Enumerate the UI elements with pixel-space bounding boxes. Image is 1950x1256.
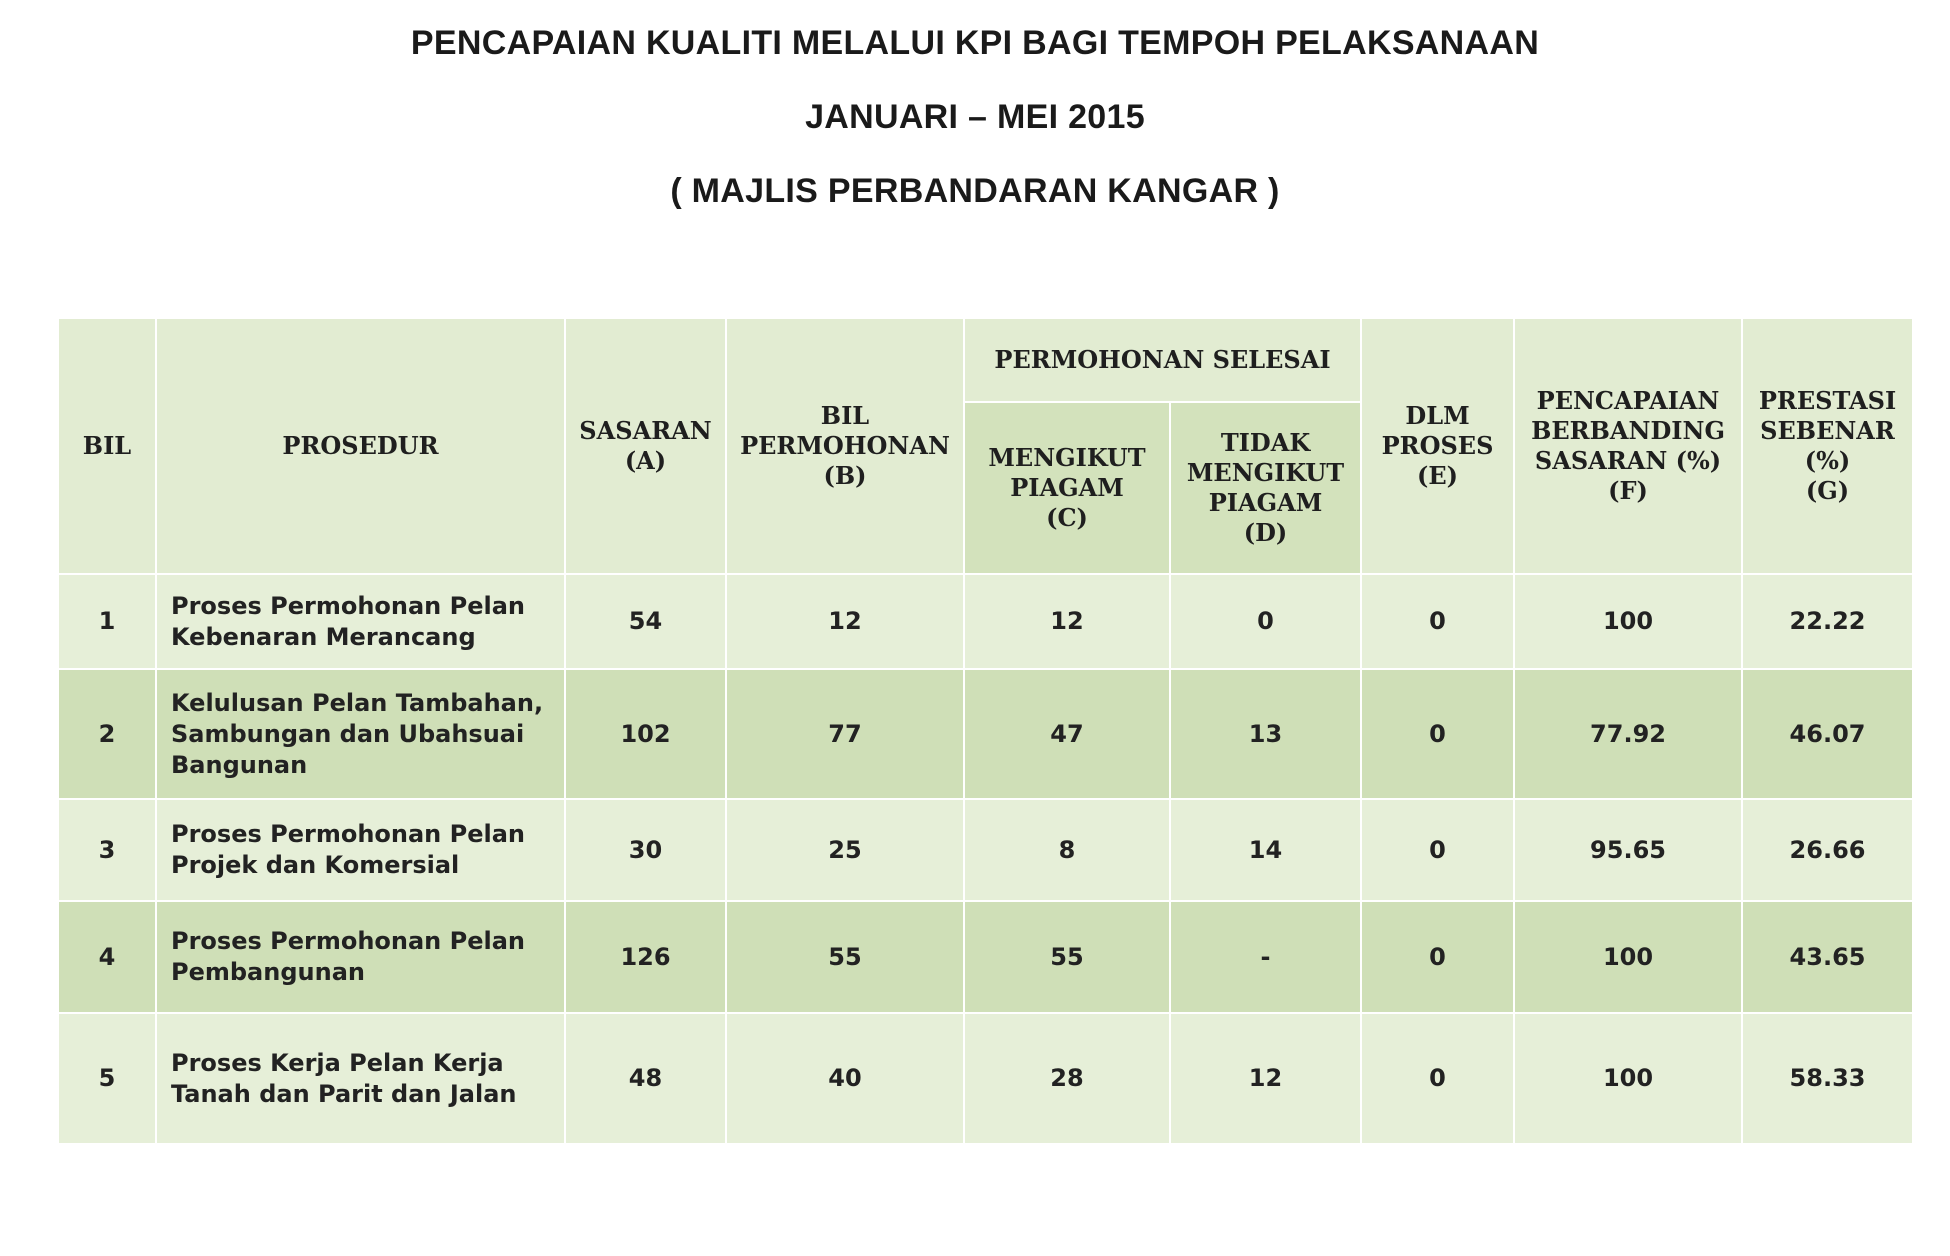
cell-sasaran: 126 — [565, 901, 726, 1013]
cell-prosedur: Kelulusan Pelan Tambahan, Sambungan dan Ubahsuai Bangunan — [156, 669, 565, 799]
document-titles — [0, 20, 1950, 242]
cell-bil: 3 — [58, 799, 156, 901]
cell-tidak-mengikut-piagam: 0 — [1170, 574, 1361, 669]
cell-prosedur: Proses Permohonan Pelan Pembangunan — [156, 901, 565, 1013]
cell-pencapaian: 100 — [1514, 1013, 1742, 1144]
cell-prosedur: Proses Permohonan Pelan Kebenaran Merancang — [156, 574, 565, 669]
cell-prosedur: Proses Kerja Pelan Kerja Tanah dan Parit dan Jalan — [156, 1013, 565, 1144]
table-row — [58, 799, 1913, 901]
cell-bil-permohonan: 12 — [726, 574, 964, 669]
cell-dlm-proses: 0 — [1361, 799, 1514, 901]
cell-tidak-mengikut-piagam: - — [1170, 901, 1361, 1013]
header-tidak-mengikut-piagam: TIDAK MENGIKUT PIAGAM (D) — [1170, 402, 1361, 574]
cell-tidak-mengikut-piagam: 13 — [1170, 669, 1361, 799]
cell-tidak-mengikut-piagam: 12 — [1170, 1013, 1361, 1144]
cell-pencapaian: 100 — [1514, 574, 1742, 669]
cell-sasaran: 48 — [565, 1013, 726, 1144]
header-bil: BIL — [58, 318, 156, 574]
cell-pencapaian: 100 — [1514, 901, 1742, 1013]
cell-bil-permohonan: 40 — [726, 1013, 964, 1144]
cell-tidak-mengikut-piagam: 14 — [1170, 799, 1361, 901]
header-permohonan-selesai: PERMOHONAN SELESAI — [964, 318, 1361, 402]
header-bil-permohonan: BIL PERMOHONAN (B) — [726, 318, 964, 574]
table-row — [58, 901, 1913, 1013]
cell-dlm-proses: 0 — [1361, 901, 1514, 1013]
cell-bil: 4 — [58, 901, 156, 1013]
cell-mengikut-piagam: 8 — [964, 799, 1170, 901]
header-mengikut-piagam: MENGIKUT PIAGAM (C) — [964, 402, 1170, 574]
cell-dlm-proses: 0 — [1361, 669, 1514, 799]
cell-mengikut-piagam: 55 — [964, 901, 1170, 1013]
cell-prosedur: Proses Permohonan Pelan Projek dan Komersial — [156, 799, 565, 901]
cell-bil: 1 — [58, 574, 156, 669]
cell-sasaran: 102 — [565, 669, 726, 799]
cell-prestasi: 22.22 — [1742, 574, 1913, 669]
cell-bil-permohonan: 77 — [726, 669, 964, 799]
header-row-top — [58, 318, 1913, 402]
cell-mengikut-piagam: 12 — [964, 574, 1170, 669]
table-row — [58, 669, 1913, 799]
table-row — [58, 574, 1913, 669]
cell-bil-permohonan: 55 — [726, 901, 964, 1013]
cell-dlm-proses: 0 — [1361, 574, 1514, 669]
title-line-1: PENCAPAIAN KUALITI MELALUI KPI BAGI TEMPOH PELAKSANAAN — [410, 24, 1540, 62]
cell-sasaran: 54 — [565, 574, 726, 669]
cell-prestasi: 46.07 — [1742, 669, 1913, 799]
cell-mengikut-piagam: 47 — [964, 669, 1170, 799]
kpi-table — [57, 317, 1914, 1145]
title-line-3: ( MAJLIS PERBANDARAN KANGAR ) — [670, 172, 1280, 210]
cell-pencapaian: 77.92 — [1514, 669, 1742, 799]
table-row — [58, 1013, 1913, 1144]
cell-pencapaian: 95.65 — [1514, 799, 1742, 901]
header-prosedur: PROSEDUR — [156, 318, 565, 574]
title-line-2: JANUARI – MEI 2015 — [805, 98, 1145, 136]
cell-sasaran: 30 — [565, 799, 726, 901]
cell-bil-permohonan: 25 — [726, 799, 964, 901]
header-dlm-proses: DLM PROSES (E) — [1361, 318, 1514, 574]
cell-prestasi: 26.66 — [1742, 799, 1913, 901]
cell-mengikut-piagam: 28 — [964, 1013, 1170, 1144]
cell-prestasi: 43.65 — [1742, 901, 1913, 1013]
header-pencapaian: PENCAPAIAN BERBANDING SASARAN (%) (F) — [1514, 318, 1742, 574]
header-prestasi: PRESTASI SEBENAR (%) (G) — [1742, 318, 1913, 574]
cell-dlm-proses: 0 — [1361, 1013, 1514, 1144]
cell-bil: 2 — [58, 669, 156, 799]
cell-bil: 5 — [58, 1013, 156, 1144]
cell-prestasi: 58.33 — [1742, 1013, 1913, 1144]
header-sasaran: SASARAN (A) — [565, 318, 726, 574]
